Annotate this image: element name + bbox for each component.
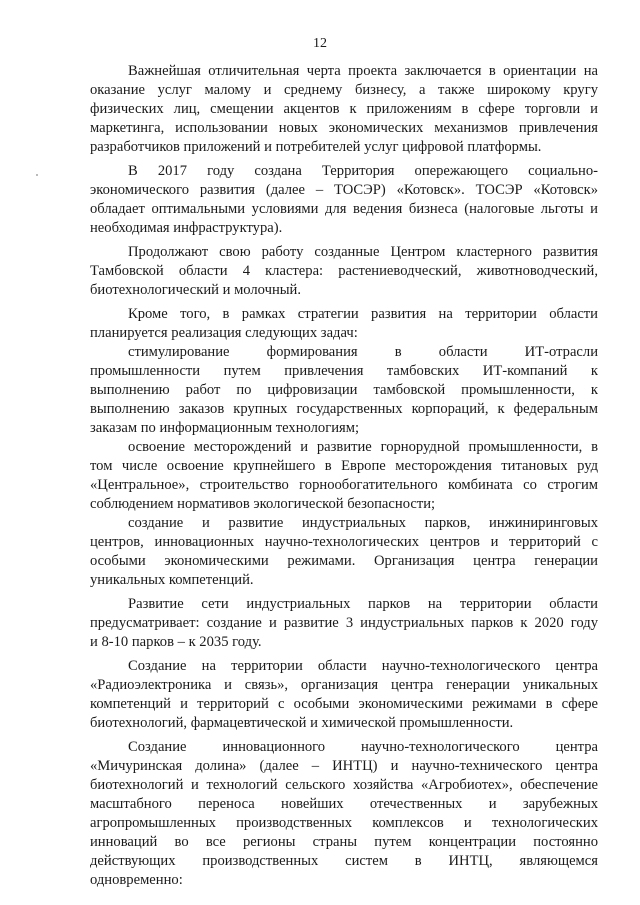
- paragraph: [90, 343, 598, 438]
- text-line: стимулирование формирования в области ИТ-отрасли: [128, 344, 598, 360]
- text-line: Создание на территории области научно-технологического центра: [128, 658, 598, 674]
- text-line: агропромышленных производственных комплексов и технологических: [90, 815, 598, 831]
- text-line: «Центральное», строительство горнообогатительного комбината со строгим: [90, 477, 598, 493]
- text-line: Тамбовской области 4 кластера: растениеводческий, животноводческий,: [90, 263, 598, 279]
- paragraph: [90, 162, 598, 238]
- paragraph: [90, 657, 598, 733]
- text-line: освоение месторождений и развитие горнорудной промышленности, в: [128, 439, 598, 455]
- paragraph: [90, 595, 598, 652]
- page-number: 12: [313, 36, 327, 51]
- text-line: создание и развитие индустриальных парков, инжиниринговых: [128, 515, 598, 531]
- text-line: Создание инновационного научно-технологического центра: [128, 739, 598, 755]
- text-line: масштабного переноса новейших отечественных и зарубежных: [90, 796, 598, 812]
- text-line: уникальных компетенций.: [90, 572, 254, 588]
- text-line: Кроме того, в рамках стратегии развития на территории области: [128, 306, 598, 322]
- text-line: В 2017 году создана Территория опережающего социально-: [128, 163, 598, 179]
- text-line: обладает оптимальными условиями для ведения бизнеса (налоговые льготы и: [90, 201, 598, 217]
- text-line: экономического развития (далее – ТОСЭР) «Котовск». ТОСЭР «Котовск»: [90, 182, 598, 198]
- text-line: компетенций и территорий с особыми экономическими режимами в сфере: [90, 696, 598, 712]
- text-line: «Радиоэлектроника и связь», организация центра генерации уникальных: [90, 677, 598, 693]
- text-line: выполнению работ по цифровизации тамбовской промышленности, к: [90, 382, 598, 398]
- text-line: биотехнологический и молочный.: [90, 282, 302, 298]
- text-line: Развитие сети индустриальных парков на территории области: [128, 596, 598, 612]
- text-line: выполнению заказов крупных государственных корпораций, к федеральным: [90, 401, 598, 417]
- text-line: планируется реализация следующих задач:: [90, 325, 358, 341]
- text-line: промышленности путем привлечения тамбовских ИТ-компаний к: [90, 363, 598, 379]
- text-line: маркетинга, использовании новых экономических механизмов привлечения: [90, 120, 598, 136]
- text-line: особыми экономическими режимами. Организация центра генерации: [90, 553, 598, 569]
- paragraph: [90, 62, 598, 157]
- document-body: [90, 62, 598, 890]
- text-line: физических лиц, смещении акцентов к приложениям в сфере торговли и: [90, 101, 598, 117]
- text-line: том числе освоение крупнейшего в Европе месторождения титановых руд: [90, 458, 598, 474]
- paragraph: [90, 438, 598, 514]
- text-line: оказание услуг малому и среднему бизнесу, а также широкому кругу: [90, 82, 598, 98]
- text-line: Продолжают свою работу созданные Центром кластерного развития: [128, 244, 598, 260]
- text-line: предусматривает: создание и развитие 3 индустриальных парков к 2020 году: [90, 615, 598, 631]
- text-line: действующих производственных систем в ИНТЦ, являющемся: [90, 853, 598, 869]
- text-line: заказам по информационным технологиям;: [90, 420, 360, 436]
- text-line: и 8-10 парков – к 2035 году.: [90, 634, 262, 650]
- text-line: биотехнологий, фармацевтической и химической промышленности.: [90, 715, 514, 731]
- text-line: необходимая инфраструктура).: [90, 220, 283, 236]
- paragraph: [90, 514, 598, 590]
- paragraph: [90, 243, 598, 300]
- text-line: соблюдением нормативов экологической безопасности;: [90, 496, 436, 512]
- text-line: центров, инновационных научно-технологических центров и территорий с: [90, 534, 598, 550]
- text-line: биотехнологий и технологий сельского хозяйства «Агробиотех», обеспечение: [90, 777, 598, 793]
- text-line: разработчиков приложений и потребителей услуг цифровой платформы.: [90, 139, 542, 155]
- paragraph: [90, 738, 598, 890]
- text-line: одновременно:: [90, 872, 183, 888]
- text-line: Важнейшая отличительная черта проекта заключается в ориентации на: [128, 63, 598, 79]
- paragraph: [90, 305, 598, 343]
- scan-speck: [36, 174, 38, 176]
- text-line: инноваций во все регионы страны путем концентрации постоянно: [90, 834, 598, 850]
- text-line: «Мичуринская долина» (далее – ИНТЦ) и научно-технического центра: [90, 758, 598, 774]
